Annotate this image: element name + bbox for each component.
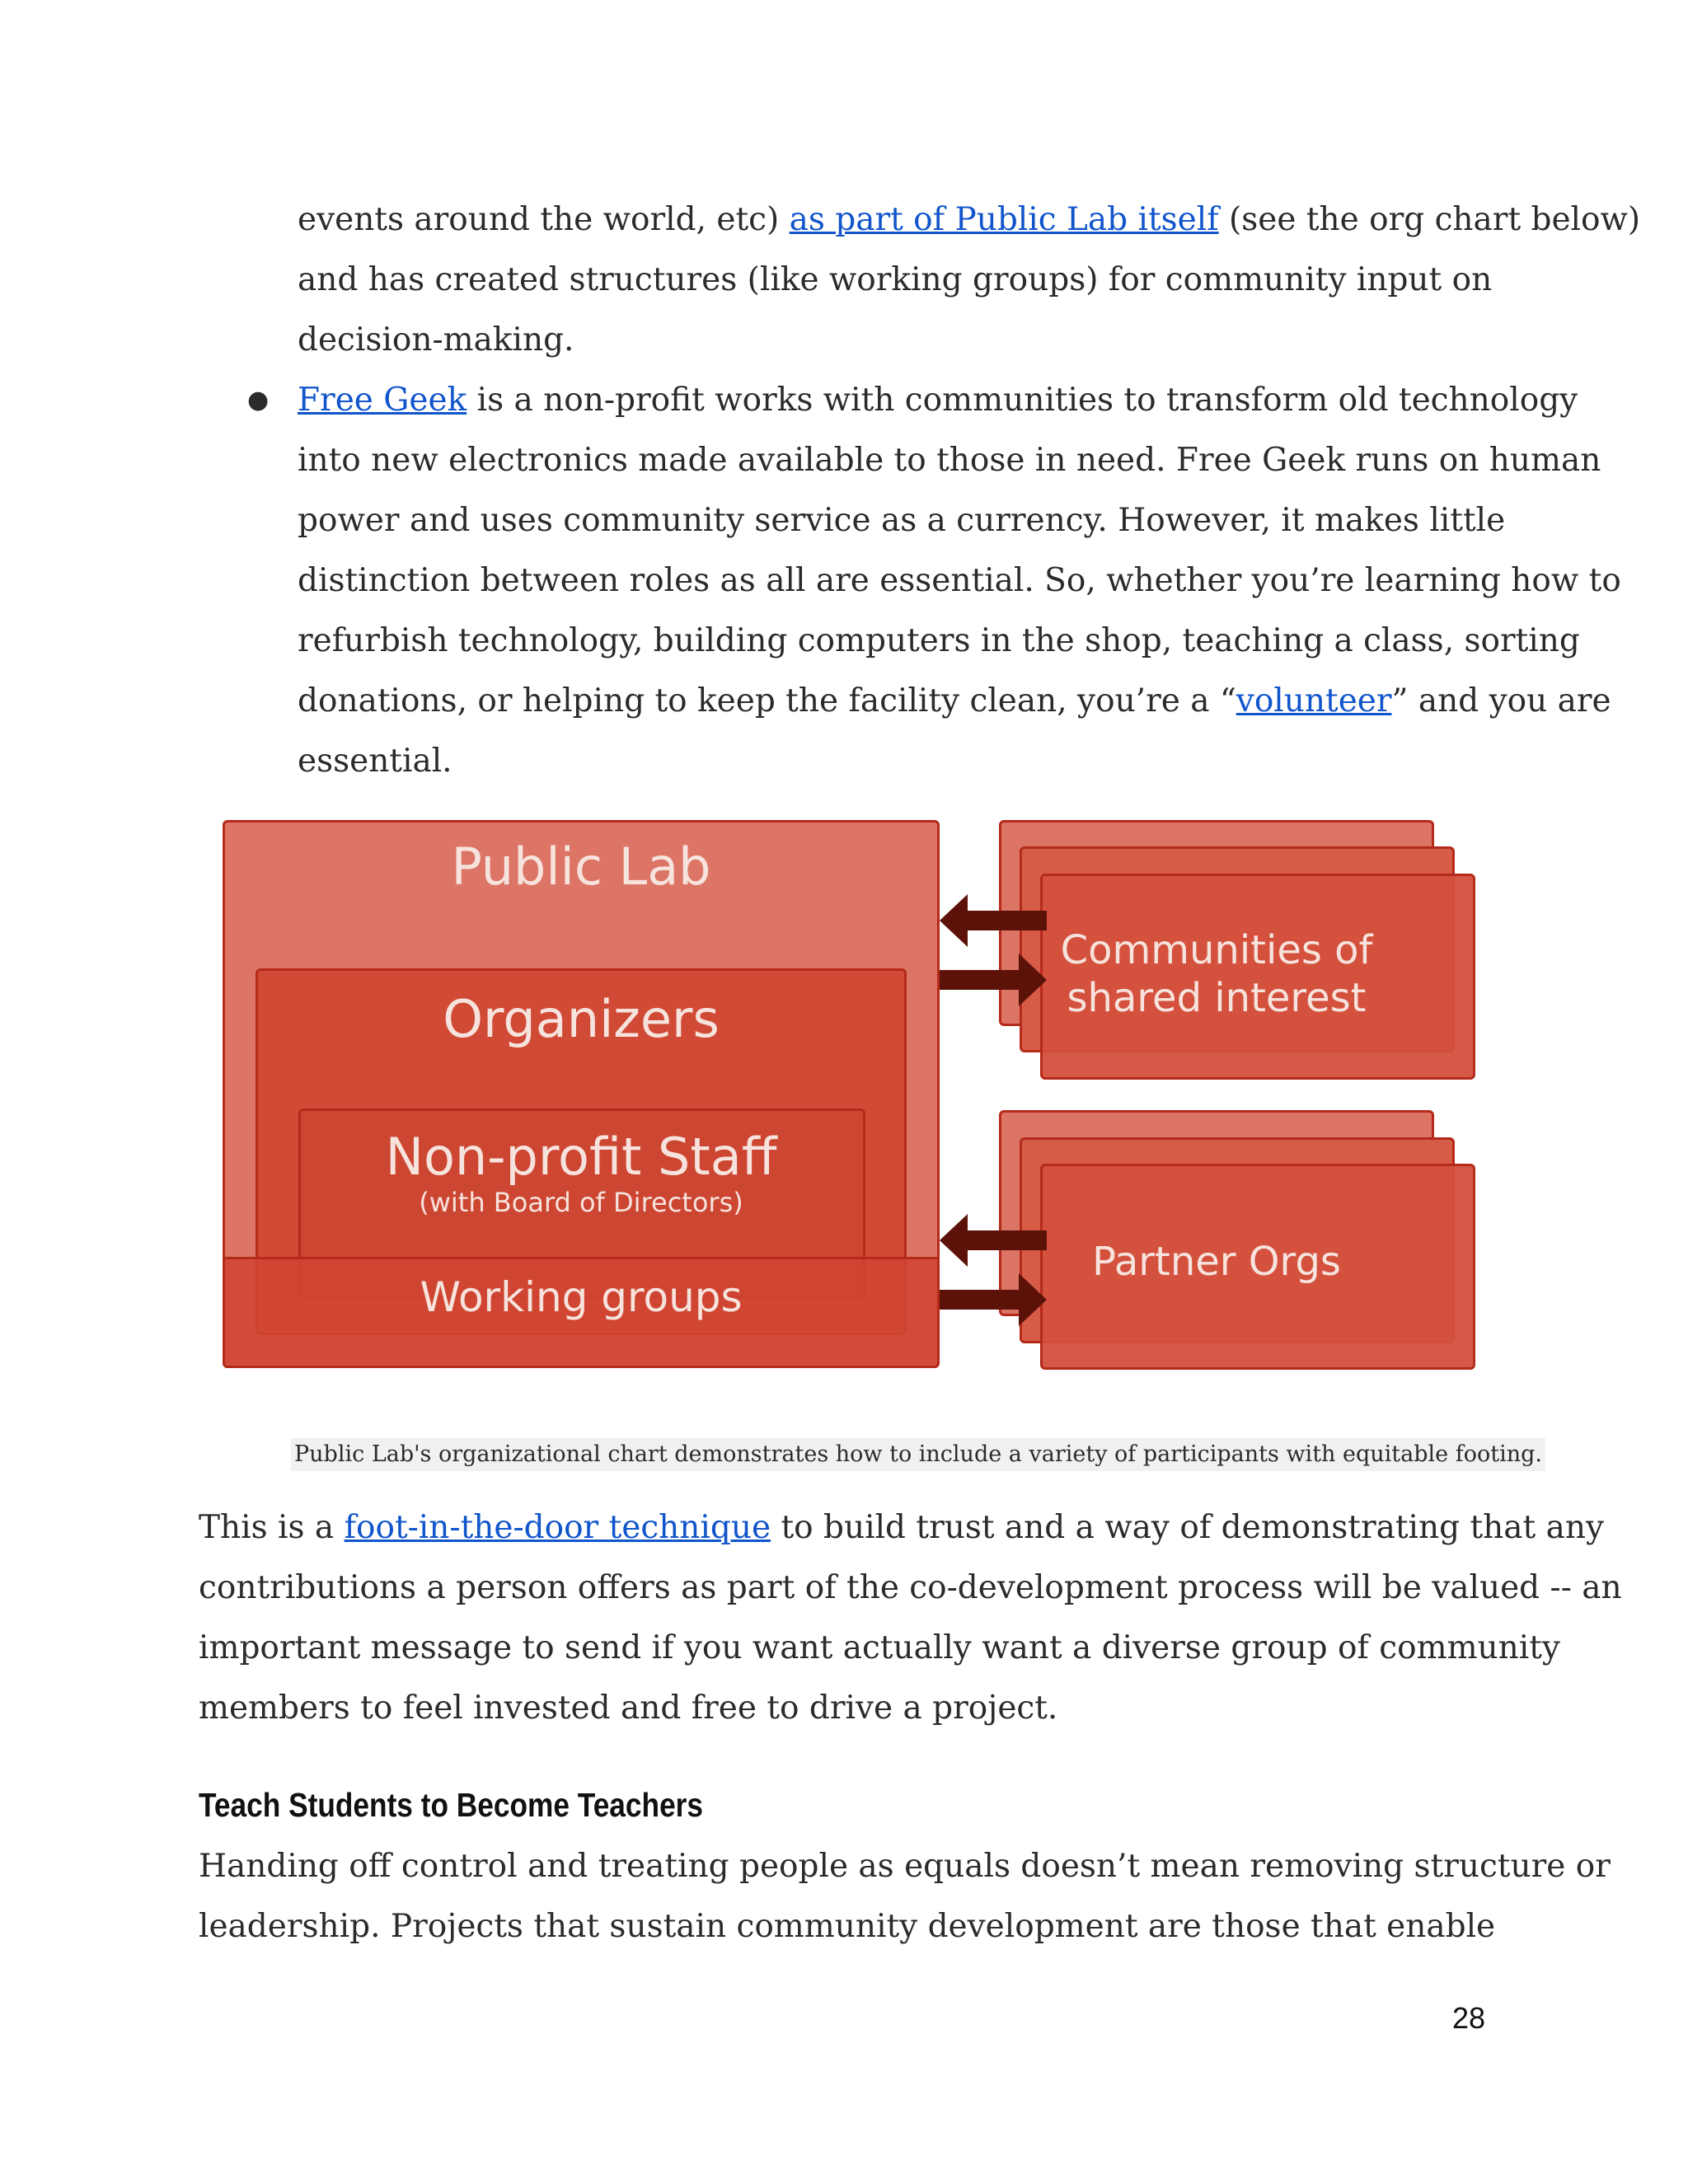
body-text-line: contributions a person offers as part of the co-development process will be valued -- an [199, 1569, 1622, 1606]
arrow-left-partners-icon [940, 1214, 1047, 1267]
organizers-label: Organizers [443, 989, 720, 1049]
bullet-text-line: donations, or helping to keep the facility clean, you’re a “volunteer” and you are [298, 682, 1611, 719]
bullet-marker: ● [247, 386, 270, 415]
org-chart-figure [216, 812, 1481, 1380]
foot-in-the-door-link[interactable]: foot-in-the-door technique [344, 1509, 771, 1546]
working-groups-label: Working groups [420, 1273, 743, 1321]
arrow-right-communities-icon [940, 954, 1047, 1006]
bullet-text-line: events around the world, etc) as part of Public Lab itself (see the org chart below) [298, 201, 1641, 238]
bullet-text-line: essential. [298, 743, 452, 780]
public-lab-itself-link[interactable]: as part of Public Lab itself [789, 201, 1219, 238]
bullet-text-line: into new electronics made available to those in need. Free Geek runs on human [298, 442, 1601, 479]
section-heading: Teach Students to Become Teachers [199, 1786, 704, 1824]
page-number: 28 [1452, 2001, 1486, 2035]
nonprofit-staff-label: Non-profit Staff [385, 1127, 777, 1187]
public-lab-label: Public Lab [451, 837, 711, 897]
arrow-left-communities-icon [940, 894, 1047, 947]
body-text-line: members to feel invested and free to drive a project. [199, 1690, 1058, 1727]
body-text-line: leadership. Projects that sustain community development are those that enable [199, 1908, 1496, 1945]
bullet-text-line: and has created structures (like working groups) for community input on [298, 261, 1493, 298]
bullet-text-line: decision-making. [298, 321, 574, 359]
volunteer-link[interactable]: volunteer [1236, 682, 1392, 719]
arrow-right-partners-icon [940, 1273, 1047, 1326]
communities-label-line2: shared interest [1067, 975, 1367, 1021]
bullet-text-line: refurbish technology, building computers in the shop, teaching a class, sorting [298, 622, 1580, 659]
partner-orgs-label: Partner Orgs [1092, 1239, 1341, 1285]
body-text-line: This is a foot-in-the-door technique to build trust and a way of demonstrating that any [199, 1509, 1605, 1546]
bullet-text-line: Free Geek is a non-profit works with communities to transform old technology [298, 382, 1578, 419]
free-geek-link[interactable]: Free Geek [298, 382, 467, 419]
bullet-text-line: power and uses community service as a currency. However, it makes little [298, 502, 1506, 539]
figure-caption: Public Lab's organizational chart demonstrates how to include a variety of participants with equitable footing. [291, 1438, 1545, 1471]
body-text-line: important message to send if you want actually want a diverse group of community [199, 1629, 1560, 1666]
bullet-text-line: distinction between roles as all are essential. So, whether you’re learning how to [298, 562, 1621, 599]
body-text-line: Handing off control and treating people as equals doesn’t mean removing structure or [199, 1848, 1611, 1885]
nonprofit-staff-sublabel: (with Board of Directors) [419, 1187, 743, 1218]
communities-label-line1: Communities of [1060, 927, 1373, 973]
